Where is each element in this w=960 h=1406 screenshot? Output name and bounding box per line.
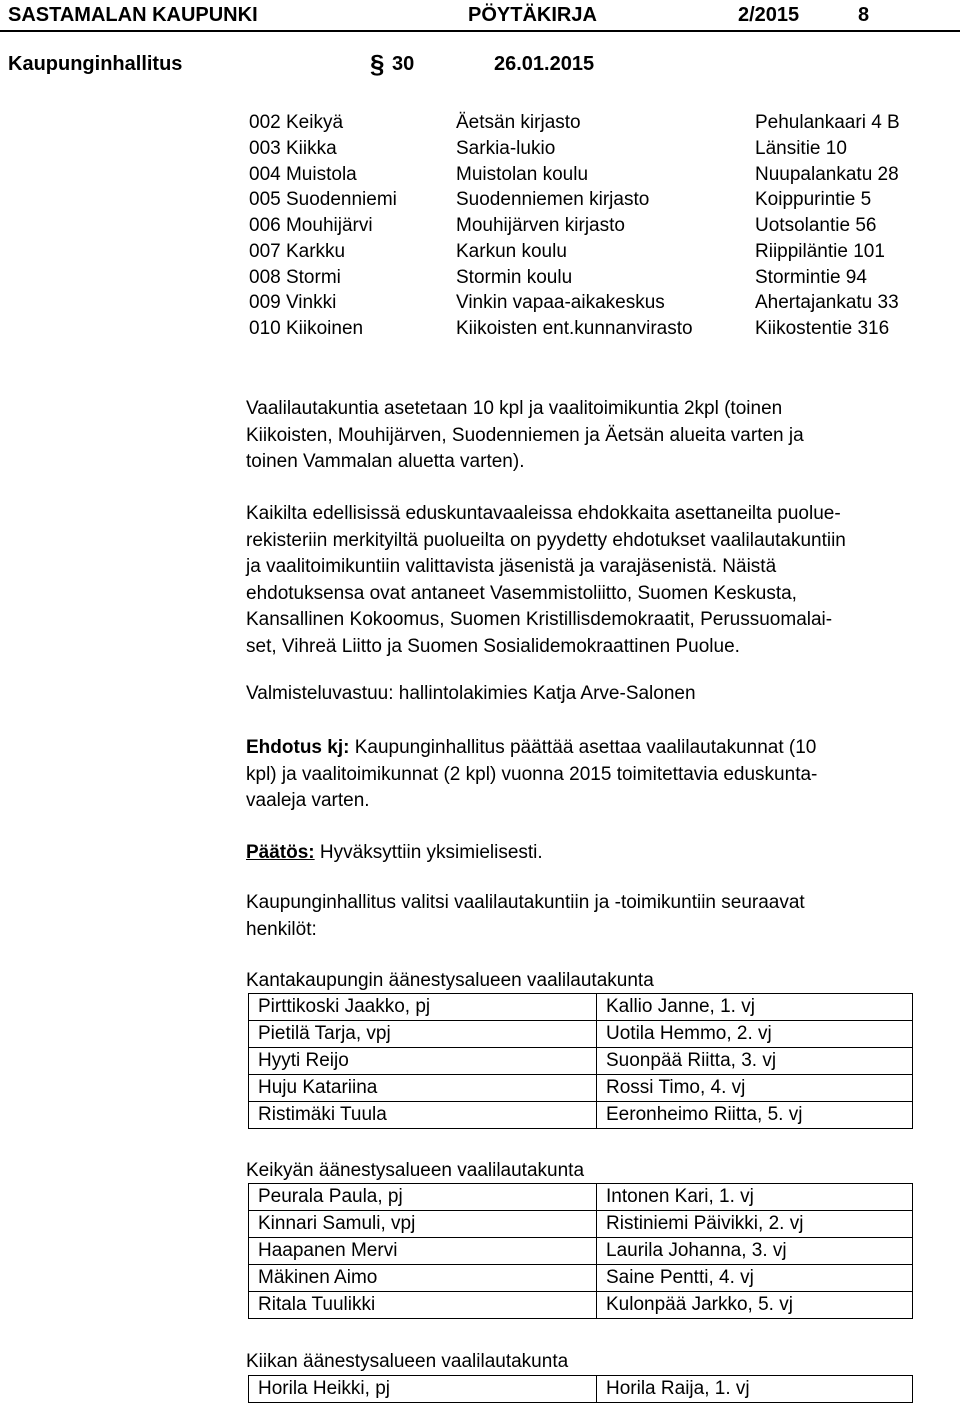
district-name: 010 Kiikoinen [249,318,364,339]
deputy-cell: Horila Raija, 1. vj [597,1376,913,1403]
polling-place: Äetsän kirjasto [456,112,581,133]
street-address: Riippiläntie 101 [755,240,885,262]
district-name: 002 Keikyä [249,112,344,133]
polling-place: Kiikoisten ent.kunnanvirasto [456,318,693,339]
text-line: kpl) ja vaalitoimikunnat (2 kpl) vuonna 2015 toimitettavia eduskunta- [246,763,818,785]
member-cell: Horila Heikki, pj [249,1376,597,1403]
deputy-cell: Eeronheimo Riitta, 5. vj [597,1102,913,1129]
text-line: Vaalilautakuntia asetetaan 10 kpl ja vaalitoimikuntia 2kpl (toinen [246,398,783,419]
section-sign: § [370,49,385,79]
prepared-by: Valmisteluvastuu: hallintolakimies Katja Arve-Salonen [246,683,696,704]
text-line: Kaikilta edellisissä eduskuntavaaleissa ehdokkaita asettaneilta puolue- [246,503,841,524]
member-cell: Huju Katariina [249,1075,597,1102]
text-line: Kiikoisten, Mouhijärven, Suodenniemen ja Äetsän alueita varten ja [246,424,804,446]
governing-body: Kaupunginhallitus [8,53,183,75]
decision-label: Päätös: [246,842,315,863]
street-address: Kiikostentie 316 [755,318,890,339]
deputy-cell: Laurila Johanna, 3. vj [597,1238,913,1265]
text-line: vaaleja varten. [246,790,370,811]
street-address: Koippurintie 5 [755,189,872,211]
decision-paragraph [246,840,946,867]
member-cell: Pietilä Tarja, vpj [249,1021,597,1048]
member-cell: Pirttikoski Jaakko, pj [249,994,597,1021]
street-address: Stormintie 94 [755,266,867,288]
text-line: set, Vihreä Liitto ja Suomen Sosialidemokraattinen Puolue. [246,635,740,657]
table-row [249,1292,913,1319]
district-name: 008 Stormi [249,266,341,288]
member-cell: Haapanen Mervi [249,1238,597,1265]
table-row [249,1184,913,1211]
committee-members-table [248,993,913,1129]
street-address: Pehulankaari 4 B [755,112,900,133]
table-row [249,1021,913,1048]
member-cell: Ristimäki Tuula [249,1102,597,1129]
member-cell: Kinnari Samuli, vpj [249,1211,597,1238]
text-line: rekisteriin merkityiltä puolueilta on pyydetty ehdotukset vaalilautakuntiin [246,529,846,551]
header-divider [0,30,960,32]
deputy-cell: Saine Pentti, 4. vj [597,1265,913,1292]
district-name: 006 Mouhijärvi [249,215,373,236]
table-row [249,1265,913,1292]
polling-place: Karkun koulu [456,240,567,262]
street-address: Uotsolantie 56 [755,215,877,236]
polling-place: Stormin koulu [456,266,573,288]
polling-place: Mouhijärven kirjasto [456,215,625,236]
member-cell: Peurala Paula, pj [249,1184,597,1211]
committee-members-table [248,1183,913,1319]
district-name: 007 Karkku [249,240,346,262]
committee-title: Keikyän äänestysalueen vaalilautakunta [246,1160,585,1181]
decision-text: Hyväksyttiin yksimielisesti. [314,842,543,863]
text-line: ja vaalitoimikuntiin valittavista jäsenistä ja varajäsenistä. Näistä [246,556,777,577]
selection-paragraph [246,890,946,943]
deputy-cell: Kallio Janne, 1. vj [597,994,913,1021]
deputy-cell: Rossi Timo, 4. vj [597,1075,913,1102]
party-proposals-paragraph [246,501,946,660]
table-row [249,1211,913,1238]
organization-name: SASTAMALAN KAUPUNKI [8,4,258,26]
table-row [249,994,913,1021]
table-row [249,1048,913,1075]
member-cell: Ritala Tuulikki [249,1292,597,1319]
deputy-cell: Kulonpää Jarkko, 5. vj [597,1292,913,1319]
meeting-date: 26.01.2015 [494,53,595,75]
document-type: PÖYTÄKIRJA [468,4,597,26]
table-row [249,1376,913,1403]
committee-title: Kantakaupungin äänestysalueen vaalilautakunta [246,970,654,991]
district-name: 009 Vinkki [249,292,337,314]
text-line: ehdotuksensa ovat antaneet Vasemmistoliitto, Suomen Keskusta, [246,582,797,604]
committee-members-table [248,1375,913,1403]
district-name: 004 Muistola [249,163,357,185]
table-row [249,1102,913,1129]
committee-title: Kiikan äänestysalueen vaalilautakunta [246,1351,569,1372]
deputy-cell: Uotila Hemmo, 2. vj [597,1021,913,1048]
member-cell: Mäkinen Aimo [249,1265,597,1292]
polling-place: Suodenniemen kirjasto [456,189,650,211]
text-line: henkilöt: [246,918,317,940]
text-line: Kaupunginhallitus valitsi vaalilautakuntiin ja -toimikuntiin seuraavat [246,892,805,913]
text-line [246,735,946,762]
table-row [249,1238,913,1265]
page-number: 8 [858,4,870,26]
street-address: Ahertajankatu 33 [755,292,899,314]
deputy-cell: Suonpää Riitta, 3. vj [597,1048,913,1075]
street-address: Nuupalankatu 28 [755,163,899,185]
street-address: Länsitie 10 [755,137,847,159]
text-line: toinen Vammalan aluetta varten). [246,451,525,472]
polling-place: Vinkin vapaa-aikakeskus [456,292,665,314]
polling-place: Sarkia-lukio [456,137,556,159]
document-number: 2/2015 [738,4,800,26]
member-cell: Hyyti Reijo [249,1048,597,1075]
proposal-text: Kaupunginhallitus päättää asettaa vaalilautakunnat (10 [349,737,817,758]
district-name: 003 Kiikka [249,137,337,159]
table-row [249,1075,913,1102]
committee-count-paragraph [246,396,946,476]
district-name: 005 Suodenniemi [249,189,397,211]
proposal-label: Ehdotus kj: [246,737,350,758]
deputy-cell: Ristiniemi Päivikki, 2. vj [597,1211,913,1238]
proposal-paragraph [246,735,946,815]
polling-place: Muistolan koulu [456,163,589,185]
deputy-cell: Intonen Kari, 1. vj [597,1184,913,1211]
section-number: 30 [392,53,415,75]
text-line: Kansallinen Kokoomus, Suomen Kristillisdemokraatit, Perussuomalai- [246,609,833,630]
